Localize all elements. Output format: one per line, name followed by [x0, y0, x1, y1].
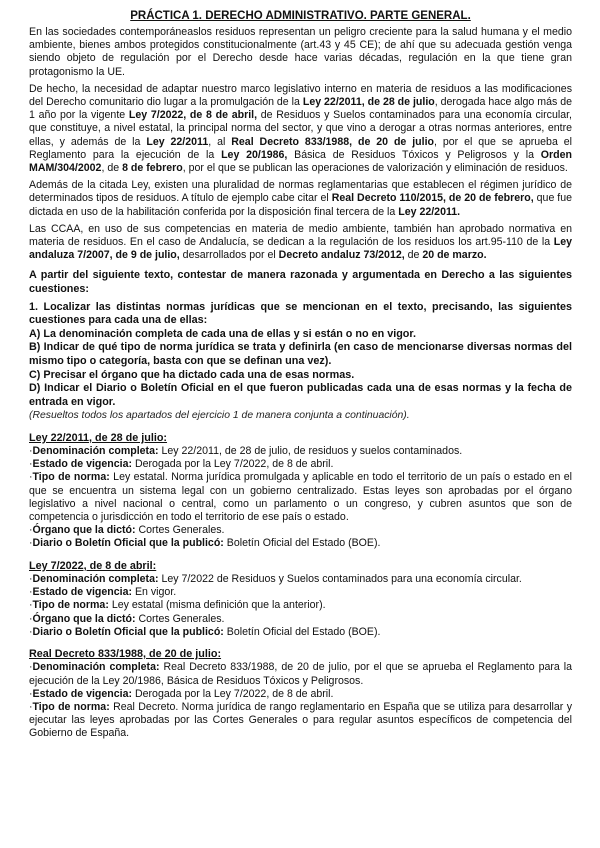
question-1-c: C) Precisar el órgano que ha dictado cada una de esas normas.	[29, 368, 355, 381]
section-1-denominacion: ·Denominación completa: Ley 22/2011, de 28 de julio, de residuos y suelos contaminados.	[29, 445, 463, 457]
section-2-organo: ·Órgano que la dictó: Cortes Generales.	[29, 612, 225, 625]
question-1-d: D) Indicar el Diario o Boletín Oficial en el que fueron publicadas cada una de esas normas y la fecha de entrada en vigor.	[29, 382, 572, 408]
section-1-tipo: ·Tipo de norma: Ley estatal. Norma jurídica promulgada y aplicable en todo el territorio de un país o estado en el que se encuentra un sistema legal con un gobierno centralizado. Estas leyes son aprobadas por el órgano legislativo a nivel nacional o central, como un parlamento o un congreso, y cubren asuntos que son de competencia o jurisdicción en todo el territorio de ese país o estado.	[29, 471, 572, 524]
question-1-b: B) Indicar de qué tipo de norma jurídica se trata y definirla (en caso de mencionarse diversas normas del mismo tipo o categoría, basta con que se definan una vez).	[29, 341, 572, 368]
intro-paragraph-2: De hecho, la necesidad de adaptar nuestro marco legislativo interno en materia de residuos a las modificaciones del Derecho comunitario dio lugar a la promulgación de la Ley 22/2011, de 28 de julio, derogada hace algo más de 1 año por la vigente Ley 7/2022, de 8 de abril, de Residuos y Suelos contaminados para una economía circular, que constituye, a nivel estatal, la principal norma del sector, y que vino a derogar a otras normas anteriores, entre ellas, y además de la Ley 22/2011, al Real Decreto 833/1988, de 20 de julio, por el que se aprueba el Reglamento para la ejecución de la Ley 20/1986, Básica de Residuos Tóxicos y Peligrosos y la Orden MAM/304/2002, de 8 de febrero, por el que se publican las operaciones de valorización y eliminación de residuos.	[29, 82, 573, 175]
questions-intro: A partir del siguiente texto, contestar de manera razonada y argumentada en Derecho a las siguientes cuestiones:	[29, 269, 572, 296]
section-1-vigencia: ·Estado de vigencia: Derogada por la Ley 7/2022, de 8 de abril.	[29, 458, 334, 471]
section-1-diario: ·Diario o Boletín Oficial que la publicó: Boletín Oficial del Estado (BOE).	[29, 537, 381, 550]
page-title: PRÁCTICA 1. DERECHO ADMINISTRATIVO. PARTE GENERAL.	[130, 10, 471, 22]
section-heading-rd-833-1988: Real Decreto 833/1988, de 20 de julio:	[29, 648, 222, 661]
section-2-tipo: ·Tipo de norma: Ley estatal (misma definición que la anterior).	[29, 599, 326, 612]
section-2-diario: ·Diario o Boletín Oficial que la publicó: Boletín Oficial del Estado (BOE).	[29, 625, 381, 638]
question-1-a: A) La denominación completa de cada una de ellas y si están o no en vigor.	[29, 327, 416, 340]
section-3-tipo: ·Tipo de norma: Real Decreto. Norma jurídica de rango reglamentario en España que se utiliza para desarrollar y ejecutar las leyes aprobadas por las Cortes Generales o para regular asuntos específicos de competencia del Gobierno de España.	[29, 701, 572, 740]
section-heading-ley-7-2022: Ley 7/2022, de 8 de abril:	[29, 559, 157, 572]
section-3-denominacion: ·Denominación completa: Real Decreto 833/1988, de 20 de julio, por el que se aprueba el Reglamento para la ejecución de la Ley 20/1986, Básica de Residuos Tóxicos y Peligrosos.	[29, 661, 572, 687]
section-3-vigencia: ·Estado de vigencia: Derogada por la Ley 7/2022, de 8 de abril.	[29, 687, 334, 700]
resolution-note: (Resueltos todos los apartados del ejercicio 1 de manera conjunta a continuación).	[29, 410, 410, 422]
section-2-denominacion: ·Denominación completa: Ley 7/2022 de Residuos y Suelos contaminados para una economía circular.	[29, 573, 522, 586]
question-1: 1. Localizar las distintas normas jurídicas que se mencionan en el texto, precisando, las siguientes cuestiones para cada una de ellas:	[29, 300, 572, 327]
intro-paragraph-3: Además de la citada Ley, existen una pluralidad de normas reglamentarias que establecen el régimen jurídico de determinados tipos de residuos. A título de ejemplo cabe citar el Real Decreto 110/2015, de 20 de febrero, que fue dictada en uso de la habilitación conferida por la disposición final tercera de la Ley 22/2011.	[29, 179, 573, 218]
section-heading-ley-22-2011: Ley 22/2011, de 28 de julio:	[29, 431, 168, 444]
intro-paragraph-1: En las sociedades contemporáneaslos residuos representan un peligro creciente para la salud humana y el medio ambiente, bienes ambos protegidos constitucionalmente (art.43 y 45 CE); de ahí que su adecuada gestión venga siendo objeto de regulación por el Derecho desde hace varias décadas, regulación en la que tiene gran protagonismo la UE.	[29, 26, 572, 78]
section-1-organo: ·Órgano que la dictó: Cortes Generales.	[29, 524, 225, 537]
section-2-vigencia: ·Estado de vigencia: En vigor.	[29, 586, 177, 599]
intro-paragraph-4: Las CCAA, en uso de sus competencias en materia de medio ambiente, también han aprobado normativa en materia de residuos. En el caso de Andalucía, se dedican a la regulación de los residuos los art.95-110 de la Ley andaluza 7/2007, de 9 de julio, desarrollados por el Decreto andaluz 73/2012, de 20 de marzo.	[29, 222, 572, 262]
